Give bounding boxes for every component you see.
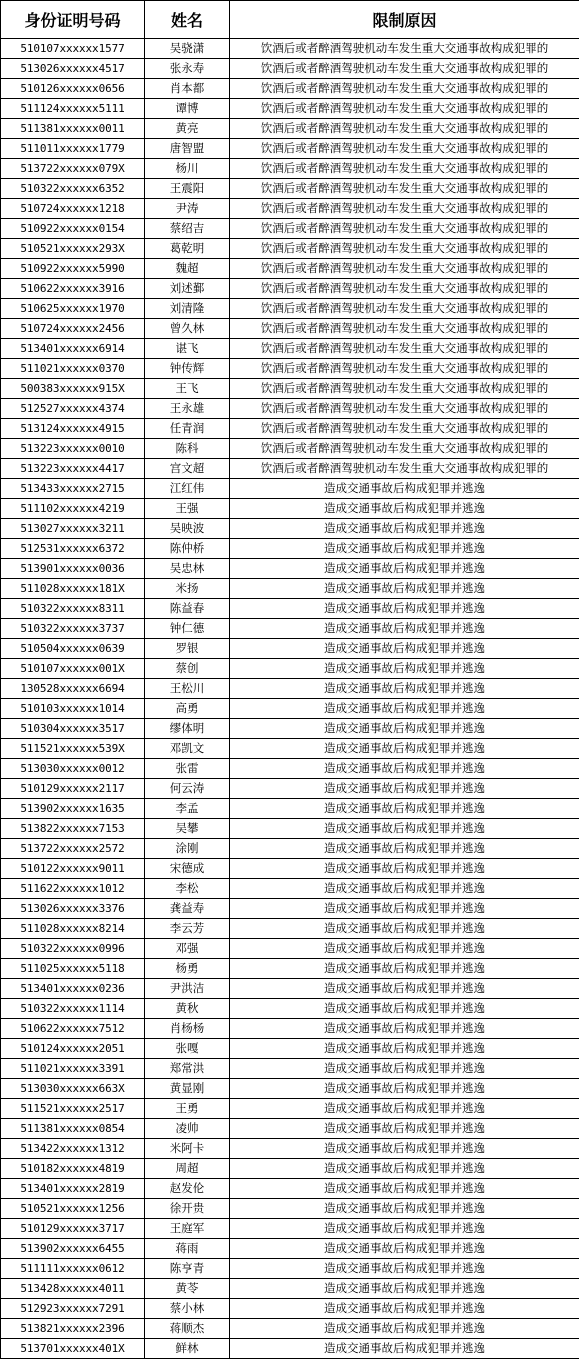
name-cell: 罗银 (145, 639, 230, 659)
reason-cell: 饮酒后或者醉酒驾驶机动车发生重大交通事故构成犯罪的 (230, 379, 579, 399)
name-cell: 黄亮 (145, 119, 230, 139)
id-number-cell: 513821xxxxxx2396 (1, 1319, 145, 1339)
id-number-cell: 513902xxxxxx6455 (1, 1239, 145, 1259)
reason-cell: 造成交通事故后构成犯罪并逃逸 (230, 579, 579, 599)
name-cell: 谭博 (145, 99, 230, 119)
reason-cell: 饮酒后或者醉酒驾驶机动车发生重大交通事故构成犯罪的 (230, 259, 579, 279)
name-cell: 米扬 (145, 579, 230, 599)
table-row (1, 1059, 579, 1079)
reason-cell: 饮酒后或者醉酒驾驶机动车发生重大交通事故构成犯罪的 (230, 219, 579, 239)
column-header-name: 姓名 (145, 1, 230, 39)
name-cell: 陈科 (145, 439, 230, 459)
table-row (1, 1279, 579, 1299)
table-row (1, 179, 579, 199)
name-cell: 肖本都 (145, 79, 230, 99)
table-row (1, 419, 579, 439)
reason-cell: 造成交通事故后构成犯罪并逃逸 (230, 799, 579, 819)
table-row (1, 379, 579, 399)
table-row (1, 799, 579, 819)
id-number-cell: 510625xxxxxx1970 (1, 299, 145, 319)
table-row (1, 479, 579, 499)
id-number-cell: 510622xxxxxx7512 (1, 1019, 145, 1039)
reason-cell: 造成交通事故后构成犯罪并逃逸 (230, 659, 579, 679)
name-cell: 陈益春 (145, 599, 230, 619)
id-number-cell: 510922xxxxxx0154 (1, 219, 145, 239)
table-row (1, 319, 579, 339)
reason-cell: 造成交通事故后构成犯罪并逃逸 (230, 1299, 579, 1319)
reason-cell: 饮酒后或者醉酒驾驶机动车发生重大交通事故构成犯罪的 (230, 279, 579, 299)
table-row (1, 879, 579, 899)
table-row (1, 359, 579, 379)
table-row (1, 779, 579, 799)
table-row (1, 919, 579, 939)
name-cell: 尹涛 (145, 199, 230, 219)
table-row (1, 239, 579, 259)
table-row (1, 759, 579, 779)
table-row (1, 1099, 579, 1119)
table-row (1, 979, 579, 999)
name-cell: 唐智盟 (145, 139, 230, 159)
name-cell: 徐开贵 (145, 1199, 230, 1219)
id-number-cell: 511521xxxxxx2517 (1, 1099, 145, 1119)
name-cell: 何云涛 (145, 779, 230, 799)
id-number-cell: 130528xxxxxx6694 (1, 679, 145, 699)
id-number-cell: 513902xxxxxx1635 (1, 799, 145, 819)
table-row (1, 1239, 579, 1259)
table-row (1, 1319, 579, 1339)
id-number-cell: 510922xxxxxx5990 (1, 259, 145, 279)
table-row (1, 619, 579, 639)
id-number-cell: 513722xxxxxx2572 (1, 839, 145, 859)
table-row (1, 1019, 579, 1039)
name-cell: 缪体明 (145, 719, 230, 739)
id-number-cell: 513901xxxxxx0036 (1, 559, 145, 579)
id-number-cell: 513027xxxxxx3211 (1, 519, 145, 539)
table-row (1, 79, 579, 99)
name-cell: 黄显刚 (145, 1079, 230, 1099)
id-number-cell: 510521xxxxxx1256 (1, 1199, 145, 1219)
reason-cell: 造成交通事故后构成犯罪并逃逸 (230, 1339, 579, 1359)
reason-cell: 造成交通事故后构成犯罪并逃逸 (230, 699, 579, 719)
name-cell: 王永雄 (145, 399, 230, 419)
header-row (1, 1, 579, 39)
id-number-cell: 512531xxxxxx6372 (1, 539, 145, 559)
table-row (1, 1119, 579, 1139)
reason-cell: 造成交通事故后构成犯罪并逃逸 (230, 1219, 579, 1239)
id-number-cell: 510724xxxxxx2456 (1, 319, 145, 339)
reason-cell: 造成交通事故后构成犯罪并逃逸 (230, 599, 579, 619)
reason-cell: 造成交通事故后构成犯罪并逃逸 (230, 999, 579, 1019)
id-number-cell: 510724xxxxxx1218 (1, 199, 145, 219)
id-number-cell: 511622xxxxxx1012 (1, 879, 145, 899)
id-number-cell: 513401xxxxxx6914 (1, 339, 145, 359)
reason-cell: 饮酒后或者醉酒驾驶机动车发生重大交通事故构成犯罪的 (230, 99, 579, 119)
reason-cell: 造成交通事故后构成犯罪并逃逸 (230, 1279, 579, 1299)
reason-cell: 造成交通事故后构成犯罪并逃逸 (230, 1259, 579, 1279)
reason-cell: 造成交通事故后构成犯罪并逃逸 (230, 719, 579, 739)
id-number-cell: 513401xxxxxx0236 (1, 979, 145, 999)
reason-cell: 饮酒后或者醉酒驾驶机动车发生重大交通事故构成犯罪的 (230, 419, 579, 439)
reason-cell: 造成交通事故后构成犯罪并逃逸 (230, 619, 579, 639)
table-row (1, 1219, 579, 1239)
name-cell: 米阿卡 (145, 1139, 230, 1159)
name-cell: 蔡小林 (145, 1299, 230, 1319)
table-row (1, 279, 579, 299)
table-row (1, 259, 579, 279)
reason-cell: 造成交通事故后构成犯罪并逃逸 (230, 519, 579, 539)
id-number-cell: 513422xxxxxx1312 (1, 1139, 145, 1159)
table-row (1, 1259, 579, 1279)
name-cell: 杨勇 (145, 959, 230, 979)
table-row (1, 159, 579, 179)
id-number-cell: 511111xxxxxx0612 (1, 1259, 145, 1279)
reason-cell: 造成交通事故后构成犯罪并逃逸 (230, 1099, 579, 1119)
name-cell: 吴攀 (145, 819, 230, 839)
reason-cell: 饮酒后或者醉酒驾驶机动车发生重大交通事故构成犯罪的 (230, 459, 579, 479)
name-cell: 王飞 (145, 379, 230, 399)
name-cell: 王强 (145, 499, 230, 519)
reason-cell: 造成交通事故后构成犯罪并逃逸 (230, 939, 579, 959)
reason-cell: 造成交通事故后构成犯罪并逃逸 (230, 1079, 579, 1099)
id-number-cell: 513701xxxxxx401X (1, 1339, 145, 1359)
id-number-cell: 513433xxxxxx2715 (1, 479, 145, 499)
table-row (1, 699, 579, 719)
id-number-cell: 512527xxxxxx4374 (1, 399, 145, 419)
name-cell: 黄秋 (145, 999, 230, 1019)
column-header-reason: 限制原因 (230, 1, 579, 39)
name-cell: 蔡绍吉 (145, 219, 230, 239)
id-number-cell: 510322xxxxxx8311 (1, 599, 145, 619)
table-row (1, 459, 579, 479)
id-number-cell: 500383xxxxxx915X (1, 379, 145, 399)
name-cell: 蒋雨 (145, 1239, 230, 1259)
name-cell: 涂刚 (145, 839, 230, 859)
id-number-cell: 513030xxxxxx663X (1, 1079, 145, 1099)
table-row (1, 499, 579, 519)
id-number-cell: 510304xxxxxx3517 (1, 719, 145, 739)
name-cell: 高勇 (145, 699, 230, 719)
name-cell: 周超 (145, 1159, 230, 1179)
name-cell: 黄苓 (145, 1279, 230, 1299)
id-number-cell: 513223xxxxxx4417 (1, 459, 145, 479)
name-cell: 江红伟 (145, 479, 230, 499)
reason-cell: 造成交通事故后构成犯罪并逃逸 (230, 1239, 579, 1259)
name-cell: 宫文超 (145, 459, 230, 479)
table-body (1, 39, 579, 1359)
id-number-cell: 513401xxxxxx2819 (1, 1179, 145, 1199)
name-cell: 王震阳 (145, 179, 230, 199)
name-cell: 刘述鄞 (145, 279, 230, 299)
id-number-cell: 513026xxxxxx3376 (1, 899, 145, 919)
name-cell: 杨川 (145, 159, 230, 179)
id-number-cell: 513223xxxxxx0010 (1, 439, 145, 459)
name-cell: 肖杨杨 (145, 1019, 230, 1039)
reason-cell: 造成交通事故后构成犯罪并逃逸 (230, 499, 579, 519)
id-number-cell: 510107xxxxxx001X (1, 659, 145, 679)
name-cell: 王庭军 (145, 1219, 230, 1239)
table-header (1, 1, 579, 39)
id-number-cell: 510124xxxxxx2051 (1, 1039, 145, 1059)
reason-cell: 造成交通事故后构成犯罪并逃逸 (230, 839, 579, 859)
id-number-cell: 512923xxxxxx7291 (1, 1299, 145, 1319)
id-number-cell: 510129xxxxxx2117 (1, 779, 145, 799)
table-row (1, 39, 579, 59)
table-row (1, 539, 579, 559)
id-number-cell: 513026xxxxxx4517 (1, 59, 145, 79)
table-row (1, 599, 579, 619)
reason-cell: 饮酒后或者醉酒驾驶机动车发生重大交通事故构成犯罪的 (230, 119, 579, 139)
id-number-cell: 511025xxxxxx5118 (1, 959, 145, 979)
reason-cell: 造成交通事故后构成犯罪并逃逸 (230, 1019, 579, 1039)
table-row (1, 719, 579, 739)
table-row (1, 1199, 579, 1219)
reason-cell: 饮酒后或者醉酒驾驶机动车发生重大交通事故构成犯罪的 (230, 59, 579, 79)
name-cell: 吴骁潇 (145, 39, 230, 59)
table-row (1, 339, 579, 359)
reason-cell: 造成交通事故后构成犯罪并逃逸 (230, 739, 579, 759)
reason-cell: 造成交通事故后构成犯罪并逃逸 (230, 779, 579, 799)
name-cell: 任青润 (145, 419, 230, 439)
name-cell: 王勇 (145, 1099, 230, 1119)
table-row (1, 1079, 579, 1099)
name-cell: 赵发伦 (145, 1179, 230, 1199)
reason-cell: 饮酒后或者醉酒驾驶机动车发生重大交通事故构成犯罪的 (230, 339, 579, 359)
reason-cell: 造成交通事故后构成犯罪并逃逸 (230, 1199, 579, 1219)
id-number-cell: 511521xxxxxx539X (1, 739, 145, 759)
id-number-cell: 513124xxxxxx4915 (1, 419, 145, 439)
name-cell: 魏超 (145, 259, 230, 279)
table-row (1, 1299, 579, 1319)
name-cell: 王松川 (145, 679, 230, 699)
id-number-cell: 510322xxxxxx6352 (1, 179, 145, 199)
name-cell: 龚益寿 (145, 899, 230, 919)
name-cell: 蒋顺杰 (145, 1319, 230, 1339)
table-row (1, 1039, 579, 1059)
name-cell: 张雷 (145, 759, 230, 779)
id-number-cell: 511021xxxxxx0370 (1, 359, 145, 379)
id-number-cell: 511381xxxxxx0854 (1, 1119, 145, 1139)
reason-cell: 造成交通事故后构成犯罪并逃逸 (230, 1119, 579, 1139)
table-row (1, 899, 579, 919)
reason-cell: 饮酒后或者醉酒驾驶机动车发生重大交通事故构成犯罪的 (230, 79, 579, 99)
name-cell: 钟传辉 (145, 359, 230, 379)
id-number-cell: 513428xxxxxx4011 (1, 1279, 145, 1299)
table-row (1, 959, 579, 979)
reason-cell: 造成交通事故后构成犯罪并逃逸 (230, 639, 579, 659)
name-cell: 郑常洪 (145, 1059, 230, 1079)
reason-cell: 造成交通事故后构成犯罪并逃逸 (230, 1039, 579, 1059)
reason-cell: 造成交通事故后构成犯罪并逃逸 (230, 559, 579, 579)
table-row (1, 999, 579, 1019)
reason-cell: 饮酒后或者醉酒驾驶机动车发生重大交通事故构成犯罪的 (230, 299, 579, 319)
table-row (1, 839, 579, 859)
name-cell: 葛乾明 (145, 239, 230, 259)
reason-cell: 饮酒后或者醉酒驾驶机动车发生重大交通事故构成犯罪的 (230, 439, 579, 459)
name-cell: 蔡创 (145, 659, 230, 679)
table-row (1, 939, 579, 959)
reason-cell: 造成交通事故后构成犯罪并逃逸 (230, 1159, 579, 1179)
reason-cell: 造成交通事故后构成犯罪并逃逸 (230, 979, 579, 999)
name-cell: 钟仁德 (145, 619, 230, 639)
name-cell: 曾久林 (145, 319, 230, 339)
table-row (1, 119, 579, 139)
id-number-cell: 510103xxxxxx1014 (1, 699, 145, 719)
name-cell: 凌帅 (145, 1119, 230, 1139)
reason-cell: 造成交通事故后构成犯罪并逃逸 (230, 959, 579, 979)
name-cell: 鲜林 (145, 1339, 230, 1359)
table-row (1, 219, 579, 239)
reason-cell: 饮酒后或者醉酒驾驶机动车发生重大交通事故构成犯罪的 (230, 159, 579, 179)
table-row (1, 99, 579, 119)
id-number-cell: 511011xxxxxx1779 (1, 139, 145, 159)
reason-cell: 造成交通事故后构成犯罪并逃逸 (230, 859, 579, 879)
name-cell: 张嘎 (145, 1039, 230, 1059)
id-number-cell: 510622xxxxxx3916 (1, 279, 145, 299)
name-cell: 宋德成 (145, 859, 230, 879)
table-row (1, 199, 579, 219)
id-number-cell: 511124xxxxxx5111 (1, 99, 145, 119)
id-number-cell: 510521xxxxxx293X (1, 239, 145, 259)
table-row (1, 559, 579, 579)
name-cell: 李云芳 (145, 919, 230, 939)
table-row (1, 1339, 579, 1359)
table-row (1, 399, 579, 419)
table-row (1, 299, 579, 319)
reason-cell: 饮酒后或者醉酒驾驶机动车发生重大交通事故构成犯罪的 (230, 199, 579, 219)
table-row (1, 1139, 579, 1159)
table-row (1, 739, 579, 759)
id-number-cell: 510322xxxxxx3737 (1, 619, 145, 639)
id-number-cell: 511102xxxxxx4219 (1, 499, 145, 519)
name-cell: 刘清隆 (145, 299, 230, 319)
reason-cell: 造成交通事故后构成犯罪并逃逸 (230, 759, 579, 779)
id-number-cell: 510107xxxxxx1577 (1, 39, 145, 59)
name-cell: 张永寿 (145, 59, 230, 79)
table-row (1, 439, 579, 459)
reason-cell: 造成交通事故后构成犯罪并逃逸 (230, 1319, 579, 1339)
name-cell: 陈亨青 (145, 1259, 230, 1279)
reason-cell: 饮酒后或者醉酒驾驶机动车发生重大交通事故构成犯罪的 (230, 399, 579, 419)
table-row (1, 519, 579, 539)
table-row (1, 679, 579, 699)
table-row (1, 819, 579, 839)
name-cell: 尹洪洁 (145, 979, 230, 999)
reason-cell: 饮酒后或者醉酒驾驶机动车发生重大交通事故构成犯罪的 (230, 179, 579, 199)
table-row (1, 59, 579, 79)
name-cell: 吴忠林 (145, 559, 230, 579)
id-number-cell: 510126xxxxxx0656 (1, 79, 145, 99)
reason-cell: 造成交通事故后构成犯罪并逃逸 (230, 899, 579, 919)
reason-cell: 造成交通事故后构成犯罪并逃逸 (230, 879, 579, 899)
id-number-cell: 513030xxxxxx0012 (1, 759, 145, 779)
table-row (1, 579, 579, 599)
reason-cell: 造成交通事故后构成犯罪并逃逸 (230, 919, 579, 939)
name-cell: 谌飞 (145, 339, 230, 359)
reason-cell: 造成交通事故后构成犯罪并逃逸 (230, 819, 579, 839)
table-row (1, 1179, 579, 1199)
name-cell: 邓凯文 (145, 739, 230, 759)
reason-cell: 造成交通事故后构成犯罪并逃逸 (230, 479, 579, 499)
table-row (1, 1159, 579, 1179)
table-row (1, 659, 579, 679)
reason-cell: 饮酒后或者醉酒驾驶机动车发生重大交通事故构成犯罪的 (230, 319, 579, 339)
id-number-cell: 510504xxxxxx0639 (1, 639, 145, 659)
id-number-cell: 511021xxxxxx3391 (1, 1059, 145, 1079)
id-number-cell: 513822xxxxxx7153 (1, 819, 145, 839)
id-number-cell: 511028xxxxxx8214 (1, 919, 145, 939)
reason-cell: 造成交通事故后构成犯罪并逃逸 (230, 1059, 579, 1079)
column-header-id-number: 身份证明号码 (1, 1, 145, 39)
reason-cell: 饮酒后或者醉酒驾驶机动车发生重大交通事故构成犯罪的 (230, 239, 579, 259)
id-number-cell: 510322xxxxxx1114 (1, 999, 145, 1019)
name-cell: 邓强 (145, 939, 230, 959)
id-number-cell: 510182xxxxxx4819 (1, 1159, 145, 1179)
table-row (1, 639, 579, 659)
id-number-cell: 513722xxxxxx079X (1, 159, 145, 179)
name-cell: 李孟 (145, 799, 230, 819)
id-number-cell: 510122xxxxxx9011 (1, 859, 145, 879)
reason-cell: 造成交通事故后构成犯罪并逃逸 (230, 539, 579, 559)
reason-cell: 造成交通事故后构成犯罪并逃逸 (230, 679, 579, 699)
reason-cell: 造成交通事故后构成犯罪并逃逸 (230, 1179, 579, 1199)
name-cell: 吴映波 (145, 519, 230, 539)
reason-cell: 饮酒后或者醉酒驾驶机动车发生重大交通事故构成犯罪的 (230, 139, 579, 159)
table-row (1, 859, 579, 879)
id-number-cell: 511028xxxxxx181X (1, 579, 145, 599)
id-number-cell: 511381xxxxxx0011 (1, 119, 145, 139)
reason-cell: 饮酒后或者醉酒驾驶机动车发生重大交通事故构成犯罪的 (230, 39, 579, 59)
reason-cell: 饮酒后或者醉酒驾驶机动车发生重大交通事故构成犯罪的 (230, 359, 579, 379)
name-cell: 陈仲桥 (145, 539, 230, 559)
reason-cell: 造成交通事故后构成犯罪并逃逸 (230, 1139, 579, 1159)
id-number-cell: 510129xxxxxx3717 (1, 1219, 145, 1239)
name-cell: 李松 (145, 879, 230, 899)
id-number-cell: 510322xxxxxx0996 (1, 939, 145, 959)
table-row (1, 139, 579, 159)
